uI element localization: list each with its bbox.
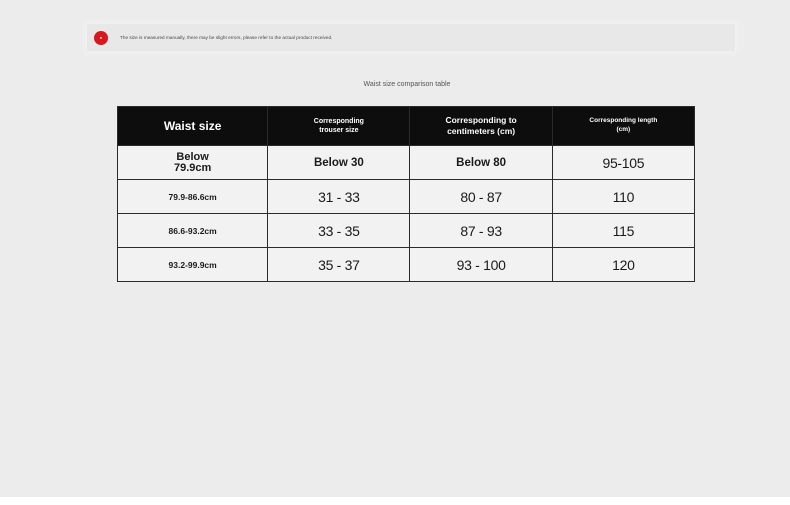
cell-trouser-size: Below 30 [268,146,410,180]
header-centimeters [410,107,552,146]
header-length [552,107,694,146]
table-row [118,214,695,248]
cell-waist-size [118,146,268,180]
cell-waist-size: 86.6-93.2cm [118,214,268,248]
table-row [118,146,695,180]
table-header-row [118,107,695,146]
cell-trouser-size: 33 - 35 [268,214,410,248]
table-row [118,180,695,214]
cell-length: 120 [552,248,694,282]
cell-centimeters: 87 - 93 [410,214,552,248]
cell-centimeters: 93 - 100 [410,248,552,282]
cell-waist-size: 79.9-86.6cm [118,180,268,214]
table-row [118,248,695,282]
header-trouser-size-label: Corresponding trouser size [313,117,364,134]
brand-logo-icon: ● [94,31,108,45]
cell-length: 95-105 [552,146,694,180]
notice-text: The size is measured manually, there may be slight errors, please refer to the actual product received. [120,35,333,40]
header-trouser-size [268,107,410,146]
cell-waist-size: 93.2-99.9cm [118,248,268,282]
cell-trouser-size: 35 - 37 [268,248,410,282]
header-waist-size-label: Waist size [163,118,222,133]
header-length-label: Corresponding length (cm) [589,117,658,133]
size-comparison-table [117,106,695,282]
cell-length: 110 [552,180,694,214]
cell-centimeters: 80 - 87 [410,180,552,214]
cell-length: 115 [552,214,694,248]
header-centimeters-label: Corresponding to centimeters (cm) [445,114,517,136]
header-waist-size [118,107,268,146]
cell-centimeters: Below 80 [410,146,552,180]
notice-bar [87,24,735,51]
table-title: Waist size comparison table [363,81,451,88]
cell-waist-size-text: Below 79.9cm [173,150,212,174]
cell-trouser-size: 31 - 33 [268,180,410,214]
